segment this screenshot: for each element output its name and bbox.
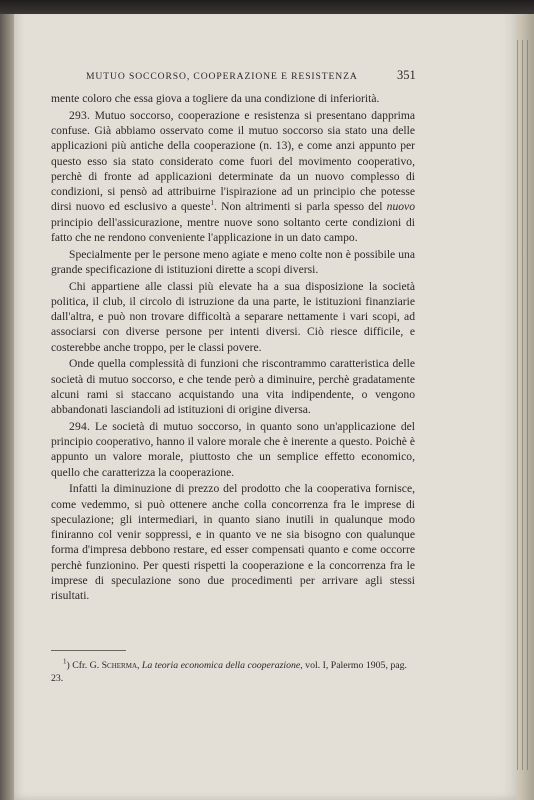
page-edge-line (522, 40, 523, 770)
footnote-text: , vol. I, Palermo 1905, pag. 23. (51, 660, 407, 684)
paragraph: Chi appartiene alle classi più elevate ha a sua disposizione la società politica, il club, il circolo di istruzione da una parte, le istituzioni finanziarie dall'altra, e può non trovare difficoltà a separare nettamente i vari scopi, ad associarsi con diverse persone per intenti diversi. Ciò riesce difficile, e costerebbe anche troppo, per le classi povere. (51, 279, 415, 354)
paragraph: mente coloro che essa giova a togliere da una condizione di inferiorità. (51, 92, 380, 105)
paragraph-number: 293. (69, 108, 91, 122)
paragraph-294 (51, 419, 415, 480)
footnote-book-title: La teoria economica della cooperazione (141, 660, 301, 671)
italic-word: nuovo (386, 200, 415, 214)
paragraph-text: . Non altrimenti si parla spesso del (213, 200, 387, 214)
paragraph-text: Mutuo soccorso, cooperazione e resistenza si presentano dapprima confuse. Già abbiamo osservato come il mutuo soccorso sia stato una delle applicazioni più antiche della cooperazione (n. 13), e come anzi appunto per questo esso sia stato considerato come fuori del movimento cooperativo, perchè di fronte ad applicazioni determinate da un nuovo complesso di condizioni, si pensò ad attribuirne l'ispirazione ad un principio che potesse dirsi nuovo ed esclusivo a queste (51, 108, 415, 214)
paragraph-number: 294. (69, 419, 91, 433)
footnote-author: Scherma (101, 660, 138, 671)
footnote-text: ) Cfr. G. (66, 660, 102, 671)
scan-top-border (0, 0, 534, 14)
paragraph-293 (51, 108, 415, 245)
footnote-ref: 1 (210, 199, 214, 208)
running-header: MUTUO SOCCORSO, COOPERAZIONE E RESISTENZA (86, 71, 358, 82)
page-edge-line (517, 40, 518, 770)
body-text (51, 91, 415, 605)
footnote: $^1$) Cfr. G. Scherma, La teoria economica della cooperazione, vol. I, Palermo 1905, pag. 23. (51, 657, 407, 684)
page-edge-line (527, 40, 528, 770)
paragraph-text: principio dell'assicurazione, mentre nuove sono soltanto certe condizioni di fatto che ne rendono conveniente l'applicazione in un dato campo. (51, 215, 415, 244)
paragraph: Infatti la diminuzione di prezzo del prodotto che la cooperativa fornisce, come vedemmo, si può ottenere anche colla concorrenza fra le imprese di speculazione; gli intermediari, in quanto siano inutili in qualunque modo finiranno col venir soppressi, e in quanto ve ne sia bisogno con qualunque forma d'impresa debbono restare, ed esser compensati quanto e come occorre perchè funzionino. Per questi rispetti la cooperazione e la concorrenza fra le imprese di speculazione sono due procedimenti per arrivare agli stessi risultati. (51, 482, 415, 602)
footnote-divider (51, 650, 126, 651)
footnote-marker: 1 (63, 657, 67, 666)
page-number: 351 (397, 68, 416, 82)
paragraph-text: Le società di mutuo soccorso, in quanto sono un'applicazione del principio cooperativo, hanno il valore morale che è inerente a questo. Poichè è appunto un valore morale, piuttosto che un semplice effetto economico, quello che caratterizza la cooperazione. (51, 419, 415, 479)
paragraph: Onde quella complessità di funzioni che riscontrammo caratteristica delle società di mutuo soccorso, e che tende però a diminuire, perchè gradatamente alcuni rami si staccano acquistando una vita indipendente, o vengono abbandonati lasciandoli ad istituzioni di origine diversa. (51, 357, 415, 416)
paragraph: Specialmente per le persone meno agiate e meno colte non è possibile una grande specificazione di istituzioni dirette a scopi diversi. (51, 247, 415, 276)
